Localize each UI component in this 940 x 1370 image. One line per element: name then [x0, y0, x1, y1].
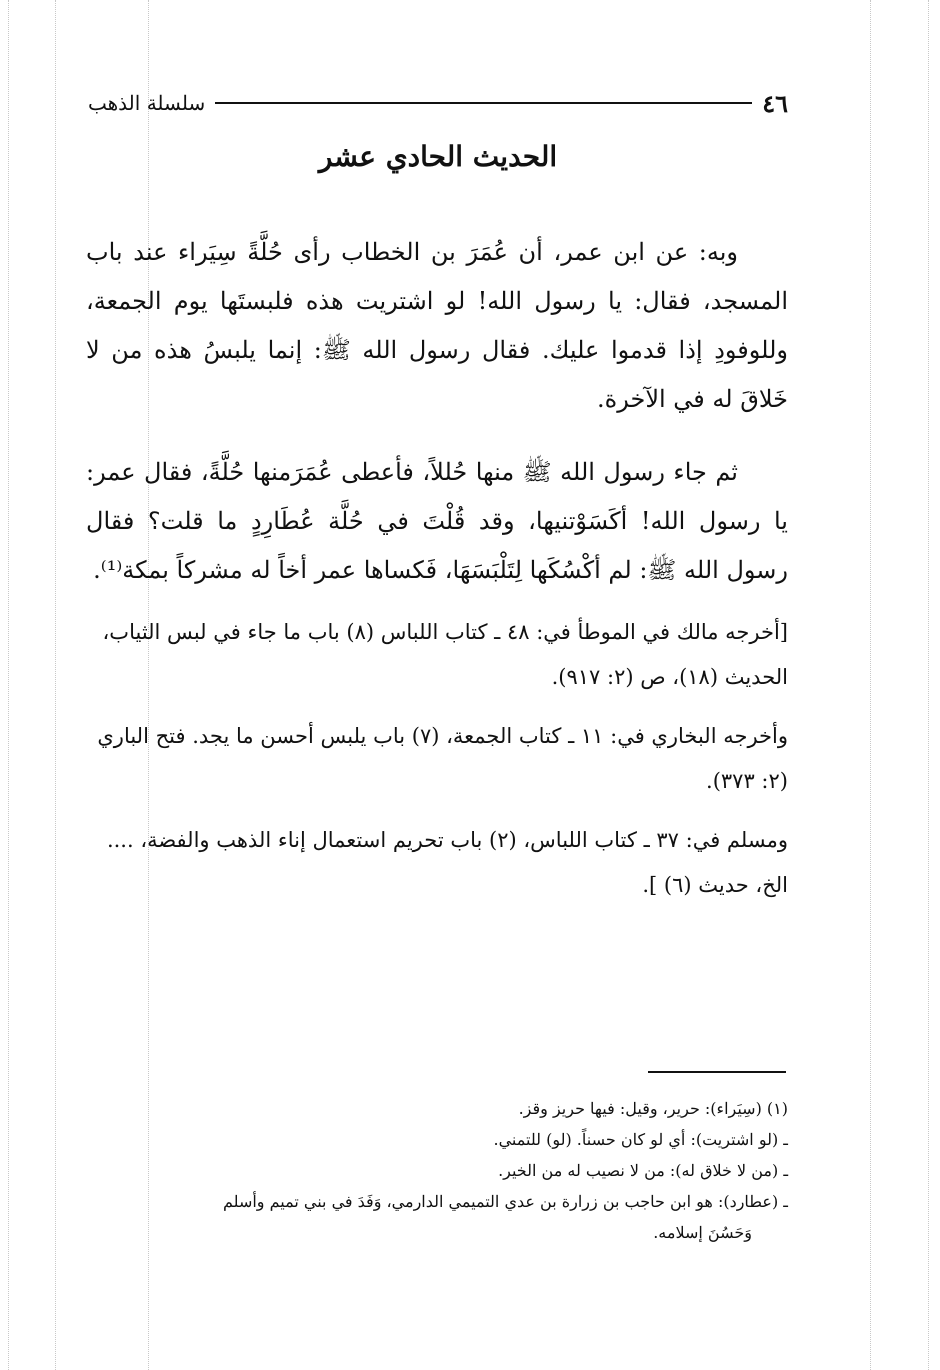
- hadith-title: الحديث الحادي عشر: [318, 140, 558, 173]
- footnote-line: ـ (لو اشتريت): أي لو كان حسناً. (لو) للتمني.: [493, 1130, 788, 1149]
- header-rule: [215, 102, 752, 104]
- footnote-line: ـ (من لا خلاق له): من لا نصيب له من الخير.: [498, 1161, 788, 1180]
- takhrij-note: ومسلم في: ٣٧ ـ كتاب اللباس، (٢) باب تحريم استعمال إناء الذهب والفضة، .... الخ، حديث (٦) ].: [106, 828, 788, 897]
- scan-guide-line: [870, 0, 871, 1370]
- page-header: [88, 88, 788, 118]
- footnote-separator: [648, 1071, 786, 1073]
- footnote-line: وَحَسُنَ إسلامه.: [653, 1223, 752, 1242]
- hadith-body: [86, 228, 788, 619]
- takhrij-note: [أخرجه مالك في الموطأ في: ٤٨ ـ كتاب اللباس (٨) باب ما جاء في لبس الثياب، الحديث (١٨)، ص (٢: ٩١٧).: [102, 620, 788, 689]
- takhrij-notes: [86, 610, 788, 922]
- scan-guide-line: [928, 0, 929, 1370]
- footnote-line: ـ (عطارد): هو ابن حاجب بن زرارة بن عدي التميمي الدارمي، وَفَدَ في بني تميم وأسلم: [223, 1192, 788, 1211]
- footnotes: [86, 1093, 788, 1248]
- scan-guide-line: [55, 0, 56, 1370]
- page-number: ٤٦: [762, 88, 788, 118]
- hadith-paragraph: ثم جاء رسول الله ﷺ منها حُللاً، فأعطى عُمَرَمنها حُلَّةً، فقال عمر: يا رسول الله! أكَسَوْتنيها، وقد قُلْتَ في حُلَّة عُطَارِدٍ ما قلت؟ فقال رسول الله ﷺ: لم أكْسُكَها لِتَلْبَسَهَا، فَكساها عمر أخاً له مشركاً بمكة⁽¹⁾.: [86, 458, 788, 584]
- takhrij-note: وأخرجه البخاري في: ١١ ـ كتاب الجمعة، (٧) باب يلبس أحسن ما يجد. فتح الباري (٢: ٣٧٣).: [97, 724, 788, 793]
- footnote-line: (١) (سِيَراء): حرير، وقيل: فيها حريز وقز.: [518, 1099, 788, 1118]
- scan-guide-line: [8, 0, 9, 1370]
- running-title: سلسلة الذهب: [88, 91, 206, 115]
- hadith-paragraph: وبه: عن ابن عمر، أن عُمَرَ بن الخطاب رأى حُلَّةً سِيَراء عند باب المسجد، فقال: يا رسول الله! لو اشتريت هذه فلبستَها يوم الجمعة، وللوفودِ إذا قدموا عليك. فقال رسول الله ﷺ: إنما يلبسُ هذه من لا خَلاقَ له في الآخرة.: [86, 238, 789, 413]
